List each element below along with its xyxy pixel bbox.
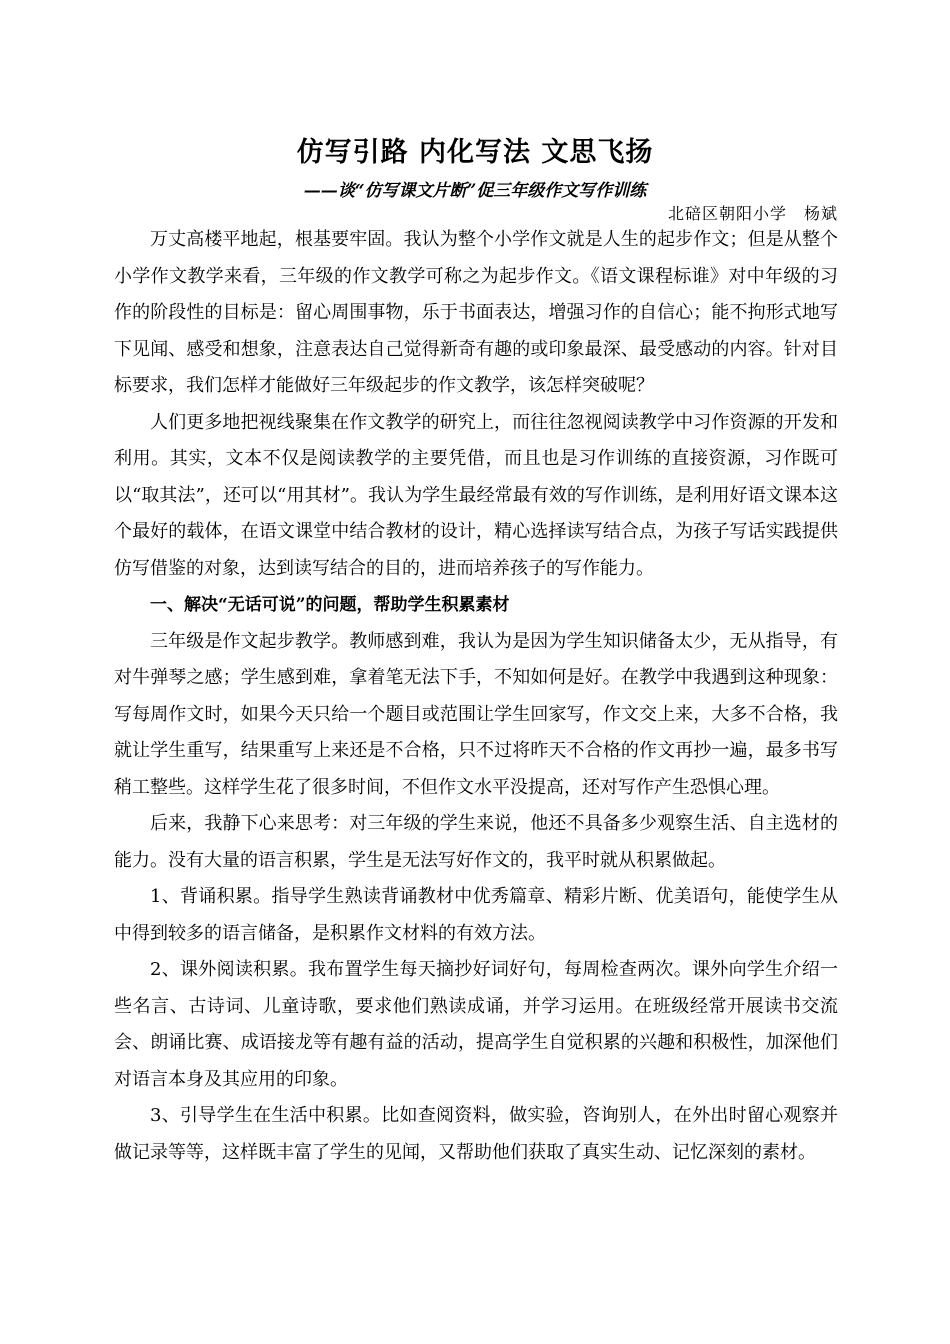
section1-paragraph-1: 三年级是作文起步教学。教师感到难，我认为是因为学生知识储备太少，无从指导，有对牛弹琴之感；学生感到难，拿着笔无法下手，不知如何是好。在教学中我遇到这种现象：写每周作文时，如果今天只给一个题目或范围让学生回家写，作文交上来，大多不合格，我就让学生重写，结果重写上来还是不合格，只不过将昨天不合格的作文再抄一遍，最多书写稍工整些。这样学生花了很多时间，不但作文水平没提高，还对写作产生恐惧心理。 (114, 630, 838, 798)
intro-paragraph-2: 人们更多地把视线聚集在作文教学的研究上，而往往忽视阅读教学中习作资源的开发和利用。其实，文本不仅是阅读教学的主要凭借，而且也是习作训练的直接资源，习作既可以“取其法”，还可以“用其材”。我认为学生最经常最有效的写作训练，是利用好语文课本这个最好的载体，在语文课堂中结合教材的设计，精心选择读写结合点，为孩子写话实践提供仿写借鉴的对象，达到读写结合的目的，进而培养孩子的写作能力。 (114, 411, 838, 579)
document-title: 仿写引路 内化写法 文思飞扬 (296, 137, 654, 168)
document-subtitle: ——谈“仿写课文片断”促三年级作文写作训练 (303, 181, 647, 201)
section1-paragraph-4: 2、课外阅读积累。我布置学生每天摘抄好词好句，每周检查两次。课外向学生介绍一些名言、古诗词、儿童诗歌，要求他们熟读成诵，并学习运用。在班级经常开展读书交流会、朗诵比赛、成语接龙等有趣有益的活动，提高学生自觉积累的兴趣和积极性，加深他们对语言本身及其应用的印象。 (114, 959, 838, 1090)
section1-paragraph-3: 1、背诵积累。指导学生熟读背诵教材中优秀篇章、精彩片断、优美语句，能使学生从中得到较多的语言储备，是积累作文材料的有效方法。 (114, 886, 838, 944)
document-body (114, 222, 838, 1171)
author-line: 北碚区朝阳小学 杨斌 (667, 204, 838, 223)
section1-paragraph-5: 3、引导学生在生活中积累。比如查阅资料，做实验，咨询别人，在外出时留心观察并做记录等等，这样既丰富了学生的见闻，又帮助他们获取了真实生动、记忆深刻的素材。 (114, 1105, 838, 1163)
section1-paragraph-2: 后来，我静下心来思考：对三年级的学生来说，他还不具备多少观察生活、自主选材的能力。没有大量的语言积累，学生是无法写好作文的，我平时就从积累做起。 (114, 813, 838, 871)
intro-paragraph-1: 万丈高楼平地起，根基要牢固。我认为整个小学作文就是人生的起步作文；但是从整个小学作文教学来看，三年级的作文教学可称之为起步作文。《语文课程标谁》对中年级的习作的阶段性的目标是：留心周围事物，乐于书面表达，增强习作的自信心；能不拘形式地写下见闻、感受和想象，注意表达自己觉得新奇有趣的或印象最深、最受感动的内容。针对目标要求，我们怎样才能做好三年级起步的作文教学，该怎样突破呢？ (114, 229, 838, 396)
section-heading-1: 一、解决“无话可说”的问题，帮助学生积累素材 (150, 595, 510, 615)
